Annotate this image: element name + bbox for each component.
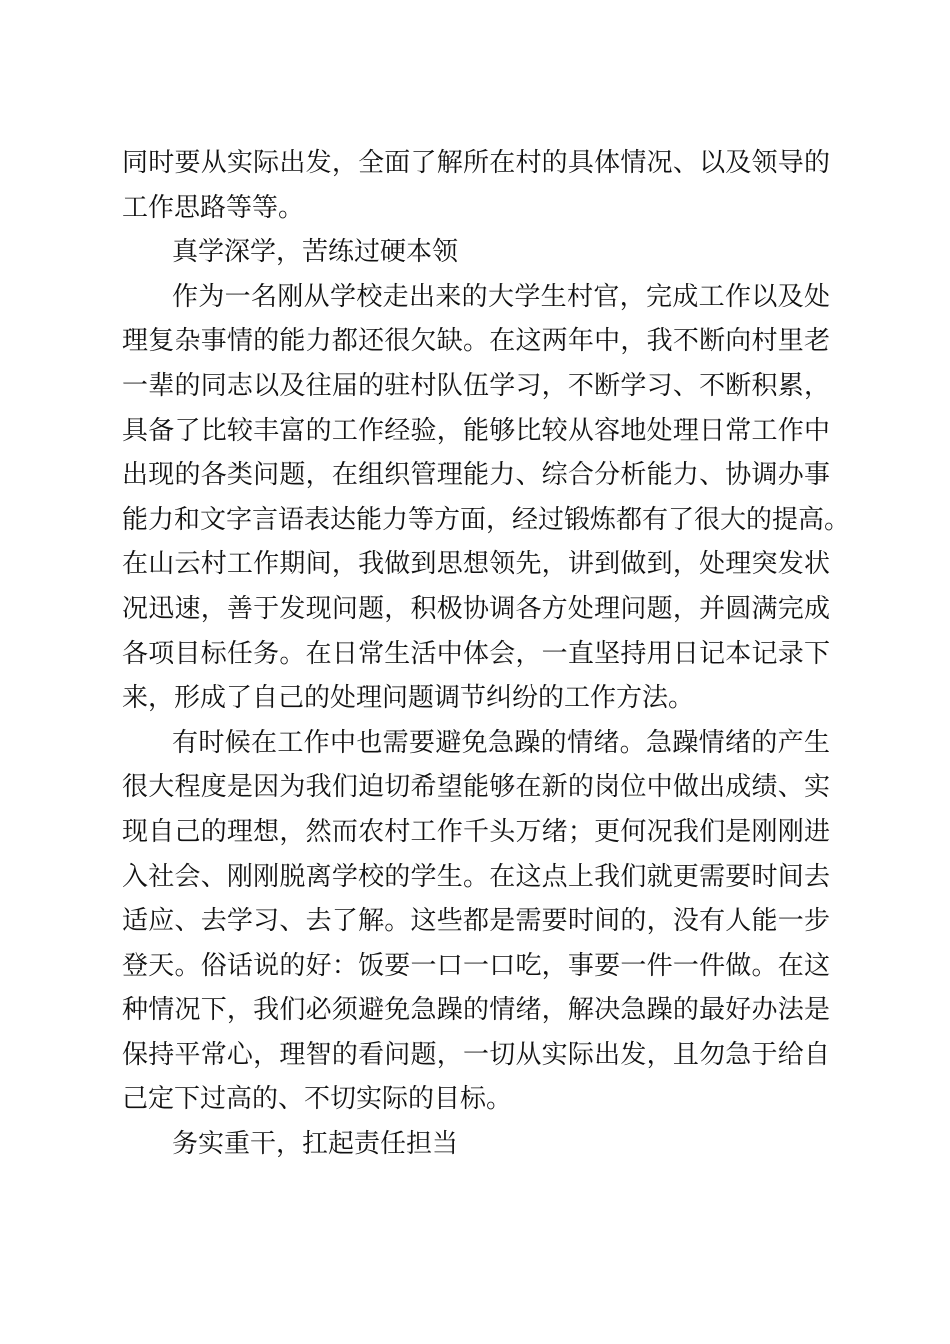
paragraph-continuation xyxy=(122,141,830,230)
text-line: 来，形成了自己的处理问题调节纠纷的工作方法。 xyxy=(122,683,695,714)
text-line: 各项目标任务。在日常生活中体会，一直坚持用日记本记录下 xyxy=(122,638,830,669)
text-line: 己定下过高的、不切实际的目标。 xyxy=(122,1084,513,1115)
document-body xyxy=(122,141,851,1167)
text-line: 在山云村工作期间，我做到思想领先，讲到做到，处理突发状 xyxy=(122,549,830,580)
text-line: 具备了比较丰富的工作经验，能够比较从容地处理日常工作中 xyxy=(122,415,830,446)
text-line: 理复杂事情的能力都还很欠缺。在这两年中，我不断向村里老 xyxy=(122,326,830,357)
text-line: 种情况下，我们必须避免急躁的情绪，解决急躁的最好办法是 xyxy=(122,995,830,1026)
text-line: 很大程度是因为我们迫切希望能够在新的岗位中做出成绩、实 xyxy=(122,772,830,803)
heading-text: 真学深学，苦练过硬本领 xyxy=(172,237,459,268)
section-heading xyxy=(122,230,830,275)
text-line: 保持平常心，理智的看问题，一切从实际出发，且勿急于给自 xyxy=(122,1039,830,1070)
text-line: 同时要从实际出发，全面了解所在村的具体情况、以及领导的 xyxy=(122,148,830,178)
paragraph xyxy=(122,721,830,1122)
text-line: 作为一名刚从学校走出来的大学生村官，完成工作以及处 xyxy=(172,281,830,312)
heading-text: 务实重干，扛起责任担当 xyxy=(172,1129,459,1160)
text-line: 出现的各类问题，在组织管理能力、综合分析能力、协调办事 xyxy=(122,460,830,491)
text-line: 适应、去学习、去了解。这些都是需要时间的，没有人能一步 xyxy=(122,906,830,937)
text-line: 一辈的同志以及往届的驻村队伍学习，不断学习、不断积累， xyxy=(122,370,830,401)
text-line: 登天。俗话说的好：饭要一口一口吃，事要一件一件做。在这 xyxy=(122,950,830,981)
text-line: 工作思路等等。 xyxy=(122,192,305,223)
text-line: 入社会、刚刚脱离学校的学生。在这点上我们就更需要时间去 xyxy=(122,861,830,892)
text-line: 况迅速，善于发现问题，积极协调各方处理问题，并圆满完成 xyxy=(122,593,830,624)
text-line: 现自己的理想，然而农村工作千头万绪；更何况我们是刚刚进 xyxy=(122,816,830,847)
paragraph xyxy=(122,275,851,721)
section-heading xyxy=(122,1122,830,1167)
text-line: 有时候在工作中也需要避免急躁的情绪。急躁情绪的产生 xyxy=(172,727,830,758)
text-line: 能力和文字言语表达能力等方面，经过锻炼都有了很大的提高。 xyxy=(122,504,851,535)
